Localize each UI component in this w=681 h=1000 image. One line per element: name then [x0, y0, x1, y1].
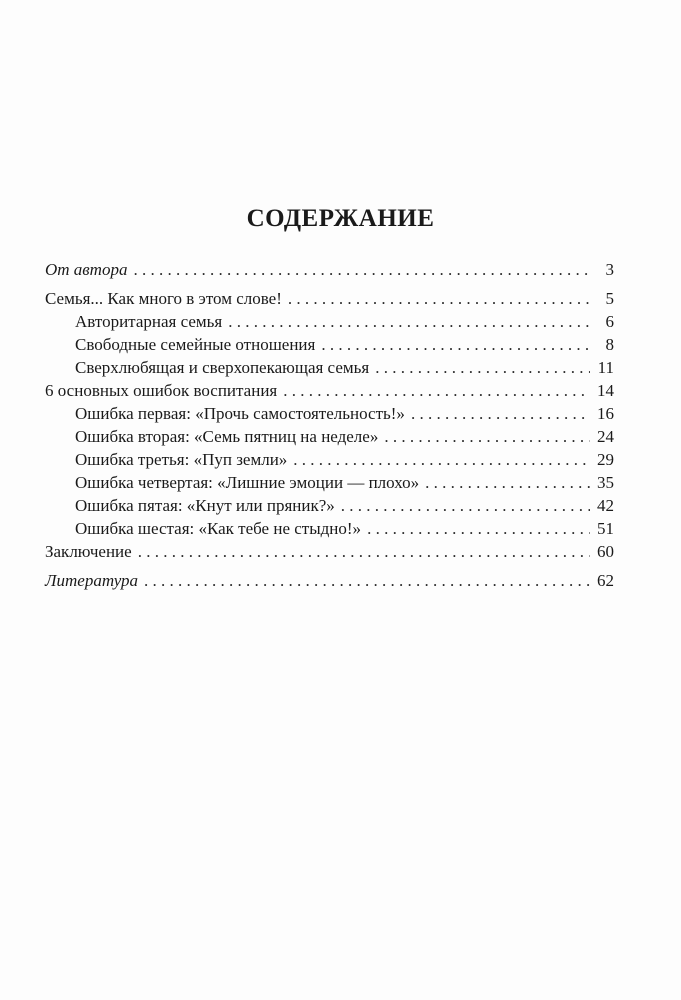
- toc-entry-mistake-3: [45, 448, 614, 471]
- entry-title: Ошибка четвертая: «Лишние эмоции — плохо»: [75, 473, 420, 492]
- dot-leader: [228, 310, 590, 333]
- entry-page-number: 6: [605, 312, 614, 331]
- dot-leader: [138, 540, 590, 563]
- entry-page-number: 11: [597, 358, 614, 377]
- dot-leader: [288, 287, 590, 310]
- entry-page-number: 24: [597, 427, 614, 446]
- table-of-contents: [45, 258, 614, 592]
- entry-page-number: 29: [597, 450, 614, 469]
- entry-page-number: 14: [597, 381, 614, 400]
- dot-leader: [144, 569, 590, 592]
- entry-page-number: 8: [605, 335, 614, 354]
- entry-title: Ошибка третья: «Пуп земли»: [75, 450, 288, 469]
- toc-entry-mistake-2: [45, 425, 614, 448]
- dot-leader: [293, 448, 590, 471]
- toc-entry-six-mistakes: [45, 379, 614, 402]
- toc-entry-mistake-4: [45, 471, 614, 494]
- entry-page-number: 51: [597, 519, 614, 538]
- dot-leader: [283, 379, 590, 402]
- entry-title: Ошибка шестая: «Как тебе не стыдно!»: [75, 519, 362, 538]
- entry-title: Заключение: [45, 542, 132, 561]
- dot-leader: [425, 471, 590, 494]
- entry-title: Ошибка пятая: «Кнут или пряник?»: [75, 496, 335, 515]
- entry-title: Свободные семейные отношения: [75, 335, 316, 354]
- dot-leader: [321, 333, 590, 356]
- dot-leader: [367, 517, 590, 540]
- entry-page-number: 62: [597, 571, 614, 590]
- toc-entry-mistake-1: [45, 402, 614, 425]
- toc-entry-from-author: [45, 258, 614, 281]
- dot-leader: [375, 356, 590, 379]
- toc-entry-mistake-6: [45, 517, 614, 540]
- dot-leader: [411, 402, 590, 425]
- toc-entry-free-relations: [45, 333, 614, 356]
- entry-page-number: 42: [597, 496, 614, 515]
- entry-title: Семья... Как много в этом слове!: [45, 289, 282, 308]
- toc-entry-literature: [45, 569, 614, 592]
- dot-leader: [133, 258, 590, 281]
- entry-page-number: 16: [597, 404, 614, 423]
- toc-entry-mistake-5: [45, 494, 614, 517]
- toc-entry-overprotective-family: [45, 356, 614, 379]
- entry-title: 6 основных ошибок воспитания: [45, 381, 278, 400]
- toc-entry-conclusion: [45, 540, 614, 563]
- entry-title: Ошибка вторая: «Семь пятниц на неделе»: [75, 427, 379, 446]
- entry-title: Литература: [45, 571, 139, 590]
- dot-leader: [384, 425, 590, 448]
- entry-title: От автора: [45, 260, 128, 279]
- toc-entry-authoritarian-family: [45, 310, 614, 333]
- entry-title: Ошибка первая: «Прочь самостоятельность!»: [75, 404, 405, 423]
- page-title: СОДЕРЖАНИЕ: [246, 205, 435, 232]
- entry-title: Сверхлюбящая и сверхопекающая семья: [75, 358, 370, 377]
- entry-page-number: 5: [605, 289, 614, 308]
- entry-page-number: 60: [597, 542, 614, 561]
- toc-entry-family: [45, 287, 614, 310]
- entry-page-number: 35: [597, 473, 614, 492]
- entry-page-number: 3: [605, 260, 614, 279]
- dot-leader: [341, 494, 590, 517]
- entry-title: Авторитарная семья: [75, 312, 223, 331]
